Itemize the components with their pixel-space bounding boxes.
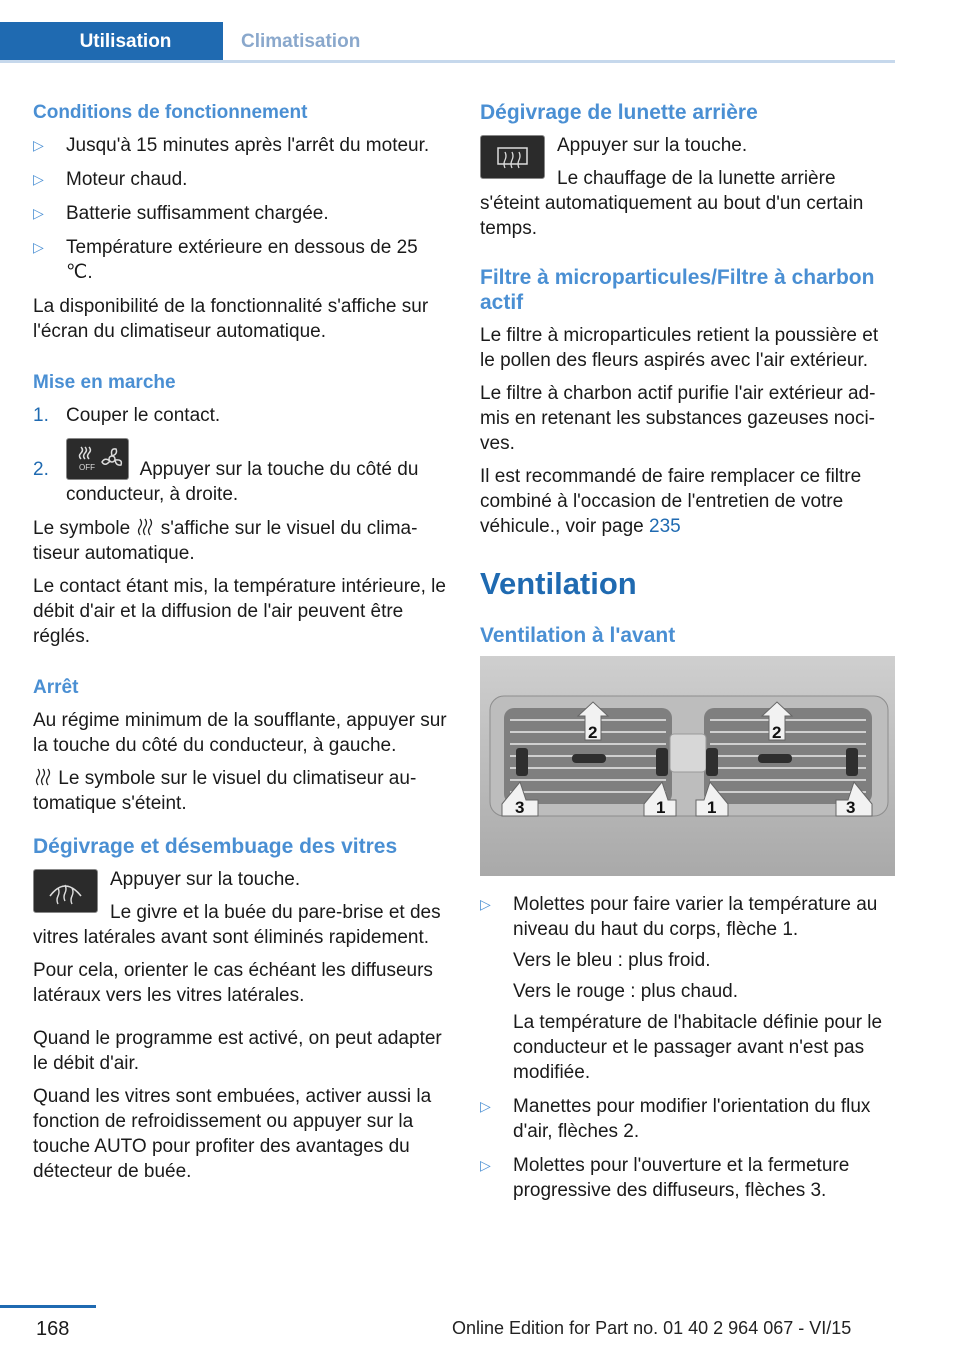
edition-note: Online Edition for Part no. 01 40 2 964 067 - VI/15	[452, 1318, 852, 1338]
settings-paragraph: Le contact étant mis, la température intérieure, le débit d'air et la diffusion de l'air peuvent être réglés.	[33, 576, 446, 647]
arrow-label-2-left: 2	[588, 723, 598, 742]
lunette-paragraph: Le chauffage de la lunette arrière s'éteint automatiquement au bout d'un certain temps.	[480, 168, 864, 239]
list-item: ▷ Molettes pour faire varier la température au niveau du haut du corps, flèche 1. Vers le bleu : plus froid. Vers le rouge : plus chaud. La température de l'habitacle définie pour le conducteur et le passager avant n'est pas modifiée.	[480, 892, 896, 1094]
filtre-paragraph-3: Il est recommandé de faire remplacer ce filtre combiné à l'occasion de l'entretien de votre véhicule., voir page 235	[480, 466, 862, 537]
list-item: 1. Couper le contact.	[33, 403, 447, 437]
triangle-bullet-icon: ▷	[480, 1157, 491, 1173]
arrow-label-2-right: 2	[772, 723, 782, 742]
symbol-paragraph: Le symbole s'affiche sur le visuel du climatiseur automatique.	[33, 518, 418, 564]
list-item: ▷ Molettes pour l'ouverture et la fermeture progressive des diffuseurs, flèches 3.	[480, 1153, 896, 1212]
tab-utilisation[interactable]: Utilisation	[0, 22, 223, 62]
degivrage-paragraph-4: Quand les vitres sont embuées, activer aussi la fonction de refroidissement ou appuyer sur la touche AUTO pour profiter des avantages du détecteur de buée.	[33, 1086, 432, 1182]
heading-degivrage: Dégivrage et désembuage des vitres	[33, 835, 398, 858]
heading-ventilation: Ventilation	[480, 566, 637, 601]
windshield-defrost-button-icon	[33, 869, 98, 913]
triangle-bullet-icon: ▷	[33, 205, 44, 221]
heading-filtre: Filtre à microparticules/Filtre à charbon actif	[480, 266, 875, 314]
arret-paragraph: Au régime minimum de la soufflante, appuyer sur la touche du côté du conducteur, à gauche.	[33, 710, 447, 756]
conditions-note: La disponibilité de la fonctionnalité s'affiche sur l'écran du climatiseur automatique.	[33, 296, 429, 342]
list-item: ▷ Manettes pour modifier l'orientation du flux d'air, flèches 2.	[480, 1094, 896, 1153]
degivrage-paragraph-2: Pour cela, orienter le cas échéant les diffuseurs latéraux vers les vitres latérales.	[33, 960, 433, 1006]
page-link[interactable]: 235	[649, 516, 681, 537]
list-item: ▷ Jusqu'à 15 minutes après l'arrêt du moteur.	[33, 133, 447, 167]
heading-lunette: Dégivrage de lunette arrière	[480, 101, 758, 124]
heading-mise-en-marche: Mise en marche	[33, 372, 176, 393]
rear-window-defrost-button-icon	[480, 135, 545, 179]
triangle-bullet-icon: ▷	[33, 171, 44, 187]
conditions-list	[33, 133, 447, 294]
list-item: ▷ Batterie suffisamment chargée.	[33, 201, 447, 235]
list-item: ▷ Moteur chaud.	[33, 167, 447, 201]
page-number: 168	[36, 1318, 70, 1340]
list-item: ▷ Température extérieure en dessous de 25 ℃.	[33, 235, 447, 294]
arrow-label-1-left: 1	[656, 798, 666, 817]
triangle-bullet-icon: ▷	[480, 1098, 491, 1114]
degivrage-paragraph-1: Le givre et la buée du pare-brise et des vitres latérales avant sont éliminés rapidement.	[33, 902, 441, 948]
arrow-label-1-right: 1	[707, 798, 717, 817]
filtre-paragraph-1: Le filtre à microparticules retient la poussière et le pollen des fleurs aspirés avec l'air extérieur.	[480, 325, 879, 371]
heading-arret: Arrêt	[33, 677, 79, 698]
steps-list	[33, 403, 447, 516]
lunette-press: Appuyer sur la touche.	[557, 135, 748, 156]
degivrage-paragraph-3: Quand le programme est activé, on peut adapter le débit d'air.	[33, 1028, 442, 1074]
degivrage-press: Appuyer sur la touche.	[110, 869, 301, 890]
arrow-label-3-left: 3	[515, 798, 525, 817]
footer-divider	[0, 1305, 96, 1308]
arrow-label-3-right: 3	[846, 798, 856, 817]
sub-text: Vers le rouge : plus chaud.	[513, 981, 738, 1002]
heading-ventilation-avant: Ventilation à l'avant	[480, 624, 676, 647]
triangle-bullet-icon: ▷	[33, 239, 44, 255]
sub-text: La température de l'habitacle définie pour le conducteur et le passager avant n'est pas modifiée.	[513, 1012, 883, 1083]
ventilation-list	[480, 892, 896, 1212]
sub-text: Vers le bleu : plus froid.	[513, 950, 711, 971]
heat-waves-icon	[135, 517, 155, 537]
triangle-bullet-icon: ▷	[480, 896, 491, 912]
triangle-bullet-icon: ▷	[33, 137, 44, 153]
front-vents-photo	[480, 656, 895, 876]
heading-conditions: Conditions de fonctionnement	[33, 102, 308, 123]
heat-waves-icon	[33, 767, 53, 787]
left-column	[33, 100, 447, 1192]
step-number: 2.	[33, 459, 49, 480]
filtre-paragraph-2: Le filtre à charbon actif purifie l'air extérieur admis en retenant les substances gazeuses nocives.	[480, 383, 876, 454]
arret-symbol-paragraph: Le symbole sur le visuel du climatiseur automatique s'éteint.	[33, 768, 417, 814]
header-divider	[0, 60, 895, 63]
tab-climatisation[interactable]: Climatisation	[241, 31, 361, 52]
fan-off-button-icon	[66, 438, 129, 480]
right-column	[480, 100, 896, 1212]
list-item: 2. OFF Appuyer sur la touche du côté du conducteur, à droite.	[33, 437, 447, 516]
step-number: 1.	[33, 405, 49, 426]
svg-text:OFF: OFF	[79, 462, 95, 472]
